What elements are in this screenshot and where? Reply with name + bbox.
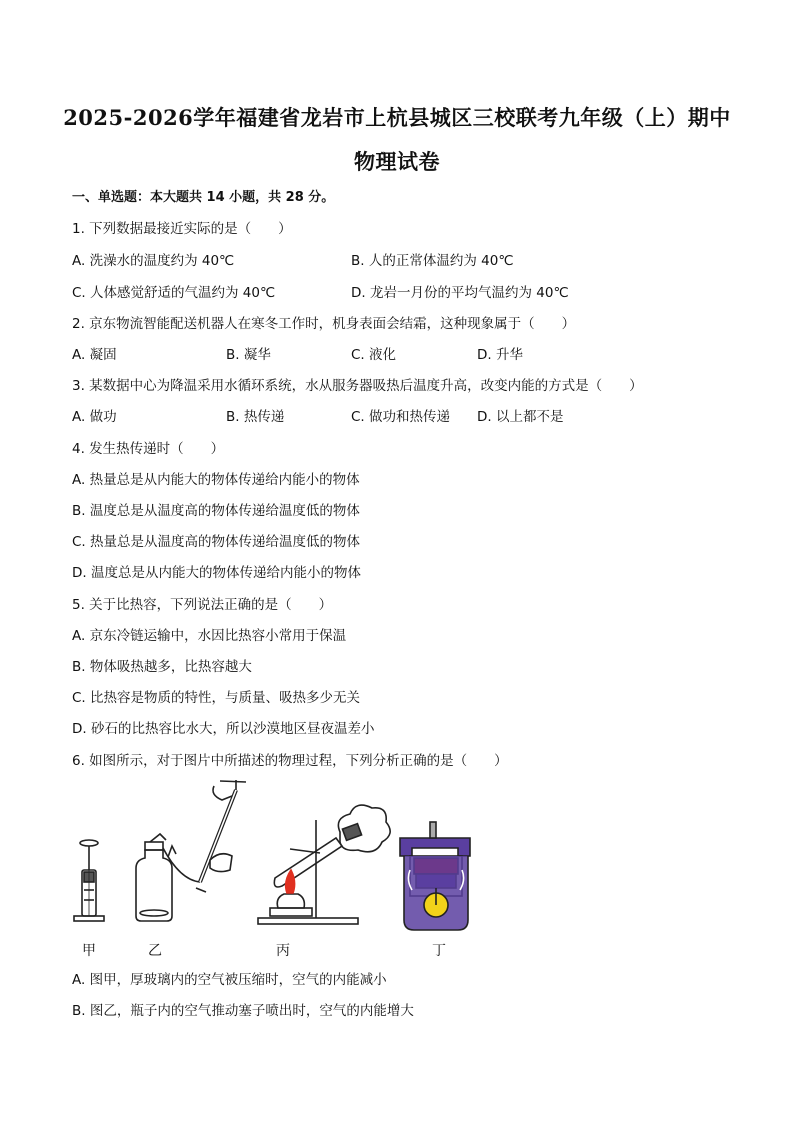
- figure-label-bing: 丙: [276, 943, 290, 959]
- figure-jia-compression-cylinder: [74, 840, 104, 921]
- q5-option-b: B. 物体吸热越多，比热容越大: [72, 659, 252, 675]
- figure-ding-engine-cylinder: [400, 822, 470, 930]
- figure-label-ding: 丁: [432, 943, 446, 959]
- q5-option-a: A. 京东冷链运输中，水因比热容小常用于保温: [72, 628, 347, 644]
- q4-option-b: B. 温度总是从温度高的物体传递给温度低的物体: [72, 503, 360, 519]
- question-4-stem: 4. 发生热传递时（ ）: [72, 441, 225, 457]
- q5-option-d: D. 砂石的比热容比水大，所以沙漠地区昼夜温差小: [72, 721, 375, 737]
- q4-option-c: C. 热量总是从温度高的物体传递给温度低的物体: [72, 534, 361, 550]
- q6-option-a: A. 图甲，厚玻璃内的空气被压缩时，空气的内能减小: [72, 972, 387, 988]
- q1-option-c: C. 人体感觉舒适的气温约为 40℃: [72, 285, 276, 301]
- q3-option-d: D. 以上都不是: [477, 409, 564, 425]
- q4-option-d: D. 温度总是从内能大的物体传递给内能小的物体: [72, 565, 361, 581]
- q2-option-d: D. 升华: [477, 347, 523, 363]
- figure-label-yi: 乙: [148, 943, 162, 959]
- question-6-stem: 6. 如图所示，对于图片中所描述的物理过程，下列分析正确的是（ ）: [72, 753, 508, 769]
- figure-label-jia: 甲: [82, 943, 96, 959]
- question-5-stem: 5. 关于比热容，下列说法正确的是（ ）: [72, 597, 333, 613]
- q1-option-b: B. 人的正常体温约为 40℃: [351, 253, 514, 269]
- figure-bing-heated-test-tube: [258, 805, 390, 924]
- q1-option-d: D. 龙岩一月份的平均气温约为 40℃: [351, 285, 569, 301]
- q4-option-a: A. 热量总是从内能大的物体传递给内能小的物体: [72, 472, 360, 488]
- q3-option-b: B. 热传递: [226, 409, 285, 425]
- q2-option-c: C. 液化: [351, 347, 397, 363]
- q2-option-b: B. 凝华: [226, 347, 271, 363]
- q1-option-a: A. 洗澡水的温度约为 40℃: [72, 253, 235, 269]
- section-heading: 一、单选题：本大题共 14 小题，共 28 分。: [72, 190, 335, 205]
- exam-title-line2: 物理试卷: [354, 149, 440, 174]
- q2-option-a: A. 凝固: [72, 347, 117, 363]
- q3-option-a: A. 做功: [72, 409, 117, 425]
- q5-option-c: C. 比热容是物质的特性，与质量、吸热多少无关: [72, 690, 361, 706]
- question-1-stem: 1. 下列数据最接近实际的是（ ）: [72, 221, 292, 237]
- q6-option-b: B. 图乙，瓶子内的空气推动塞子喷出时，空气的内能增大: [72, 1003, 414, 1019]
- figure-yi-bottle-pump: [136, 780, 246, 921]
- q3-option-c: C. 做功和热传递: [351, 409, 451, 425]
- exam-title-line1: 2025-2026学年福建省龙岩市上杭县城区三校联考九年级（上）期中: [63, 105, 731, 130]
- question-2-stem: 2. 京东物流智能配送机器人在寒冬工作时，机身表面会结霜，这种现象属于（ ）: [72, 316, 576, 332]
- question-3-stem: 3. 某数据中心为降温采用水循环系统，水从服务器吸热后温度升高，改变内能的方式是（ ）: [72, 378, 643, 394]
